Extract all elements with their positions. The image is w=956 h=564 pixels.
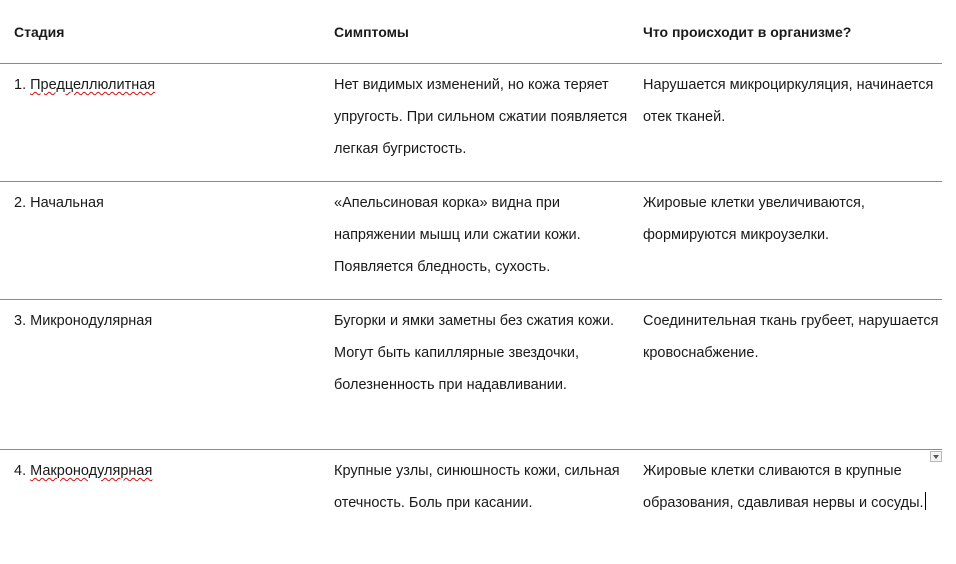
table-header-row (0, 0, 942, 64)
stage-cell[interactable] (0, 300, 320, 449)
stage-cell[interactable] (0, 64, 320, 181)
process-cell[interactable] (629, 450, 942, 564)
process-cell[interactable]: Соединительная ткань грубеет, нарушается кровоснабжение. (643, 313, 939, 361)
symptoms-cell[interactable]: Нет видимых изменений, но кожа теряет упругость. При сильном сжатии появляется легкая бугристость. (334, 77, 628, 157)
process-cell[interactable]: Нарушается микроциркуляция, начинается отек тканей. (643, 77, 934, 125)
header-process[interactable]: Что происходит в организме? (643, 24, 852, 40)
stage-number: 2. (14, 195, 27, 211)
stage-number: 3. (14, 313, 27, 329)
process-text: Жировые клетки сливаются в крупные образования, сдавливая нервы и сосуды. (643, 463, 924, 511)
stage-name: Макронодулярная (30, 463, 153, 479)
header-stage[interactable]: Стадия (14, 24, 65, 40)
stage-cell[interactable] (0, 182, 320, 299)
table-row (0, 182, 942, 300)
symptoms-cell[interactable]: Бугорки и ямки заметны без сжатия кожи. Могут быть капиллярные звездочки, болезненность при надавливании. (334, 313, 615, 393)
stage-name: Начальная (30, 195, 104, 211)
header-symptoms[interactable]: Симптомы (334, 24, 409, 40)
symptoms-cell[interactable]: «Апельсиновая корка» видна при напряжении мышц или сжатии кожи. Появляется бледность, сухость. (334, 195, 581, 275)
text-cursor (925, 492, 927, 510)
stage-name: Предцеллюлитная (30, 77, 156, 93)
cell-options-dropdown-icon[interactable] (930, 451, 942, 462)
symptoms-cell[interactable]: Крупные узлы, синюшность кожи, сильная отечность. Боль при касании. (334, 463, 620, 511)
process-cell[interactable]: Жировые клетки увеличиваются, формируются микроузелки. (643, 195, 865, 243)
stage-cell[interactable] (0, 450, 320, 564)
stage-number: 1. (14, 77, 27, 93)
table-row (0, 300, 942, 450)
table-row (0, 450, 942, 564)
stage-name: Микронодулярная (30, 313, 153, 329)
stage-number: 4. (14, 463, 27, 479)
table-row (0, 64, 942, 182)
